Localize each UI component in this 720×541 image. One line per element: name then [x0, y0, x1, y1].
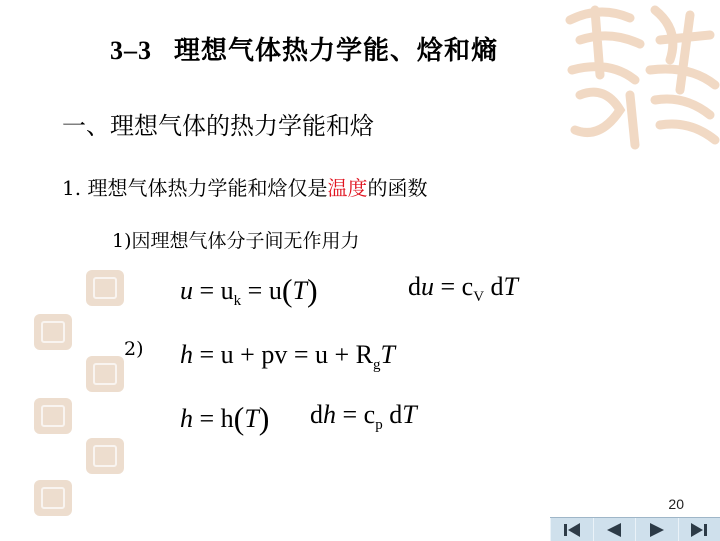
eq-d: d — [408, 272, 421, 301]
eq-part: = h — [200, 404, 234, 433]
first-page-icon — [562, 522, 582, 538]
eq-d: d — [491, 272, 504, 301]
slide-navigation-bar — [550, 517, 720, 541]
eq-symbol: h — [180, 340, 193, 369]
equation-enthalpy — [180, 340, 395, 374]
equation-internal-energy: $u = u_k = u(T)$ — [180, 272, 318, 310]
eq-symbol: h — [323, 400, 336, 429]
calligraphy-mark-icon — [560, 0, 720, 150]
eq-part: = c — [343, 400, 376, 429]
point-1-sub-1: 1)因理想气体分子间无作用力 — [112, 226, 360, 253]
eq-part: = u — [248, 276, 282, 305]
eq-symbol: T — [381, 340, 395, 369]
eq-subscript: V — [473, 289, 484, 305]
seal-decoration — [86, 356, 124, 392]
seal-decoration — [34, 480, 72, 516]
last-page-icon — [689, 522, 709, 538]
point-1-prefix: 1. 理想气体热力学能和焓仅是 — [62, 176, 327, 200]
highlight-temperature: 温度 — [327, 176, 367, 200]
eq-subscript: p — [375, 417, 383, 433]
eq-symbol: T — [402, 400, 416, 429]
point-1 — [62, 172, 427, 201]
eq-symbol: h — [180, 404, 193, 433]
calligraphy-decoration — [560, 0, 720, 161]
eq-part: = u + pv = u + R — [200, 340, 374, 369]
equation-h-of-t: h = h(T) — [180, 400, 269, 437]
eq-argument: T — [244, 404, 258, 433]
equation-dh — [310, 400, 417, 434]
eq-part: = u — [200, 276, 234, 305]
previous-page-icon — [604, 522, 624, 538]
last-page-button[interactable] — [678, 518, 720, 541]
next-page-button[interactable] — [635, 518, 678, 541]
eq-argument: T — [293, 276, 307, 305]
next-page-icon — [647, 522, 667, 538]
seal-decoration — [34, 314, 72, 350]
page-number: 20 — [668, 496, 684, 512]
slide-title — [110, 30, 498, 67]
eq-subscript: k — [234, 293, 242, 309]
previous-page-button[interactable] — [593, 518, 636, 541]
title-number: 3–3 — [110, 36, 152, 65]
first-page-button[interactable] — [550, 518, 593, 541]
equation-du — [408, 272, 518, 306]
seal-decoration — [86, 438, 124, 474]
eq-d: d — [310, 400, 323, 429]
eq-symbol: u — [421, 272, 434, 301]
seal-decoration — [34, 398, 72, 434]
section-heading: 一、理想气体的热力学能和焓 — [62, 106, 374, 141]
point-1-sub-2: 2) — [124, 338, 144, 360]
point-1-suffix: 的函数 — [367, 176, 427, 200]
eq-part: = c — [441, 272, 474, 301]
eq-subscript: g — [373, 357, 381, 373]
seal-decoration — [86, 270, 124, 306]
eq-d: d — [389, 400, 402, 429]
title-text: 理想气体热力学能、焓和熵 — [174, 36, 498, 66]
eq-symbol: T — [504, 272, 518, 301]
eq-symbol: u — [180, 276, 193, 305]
